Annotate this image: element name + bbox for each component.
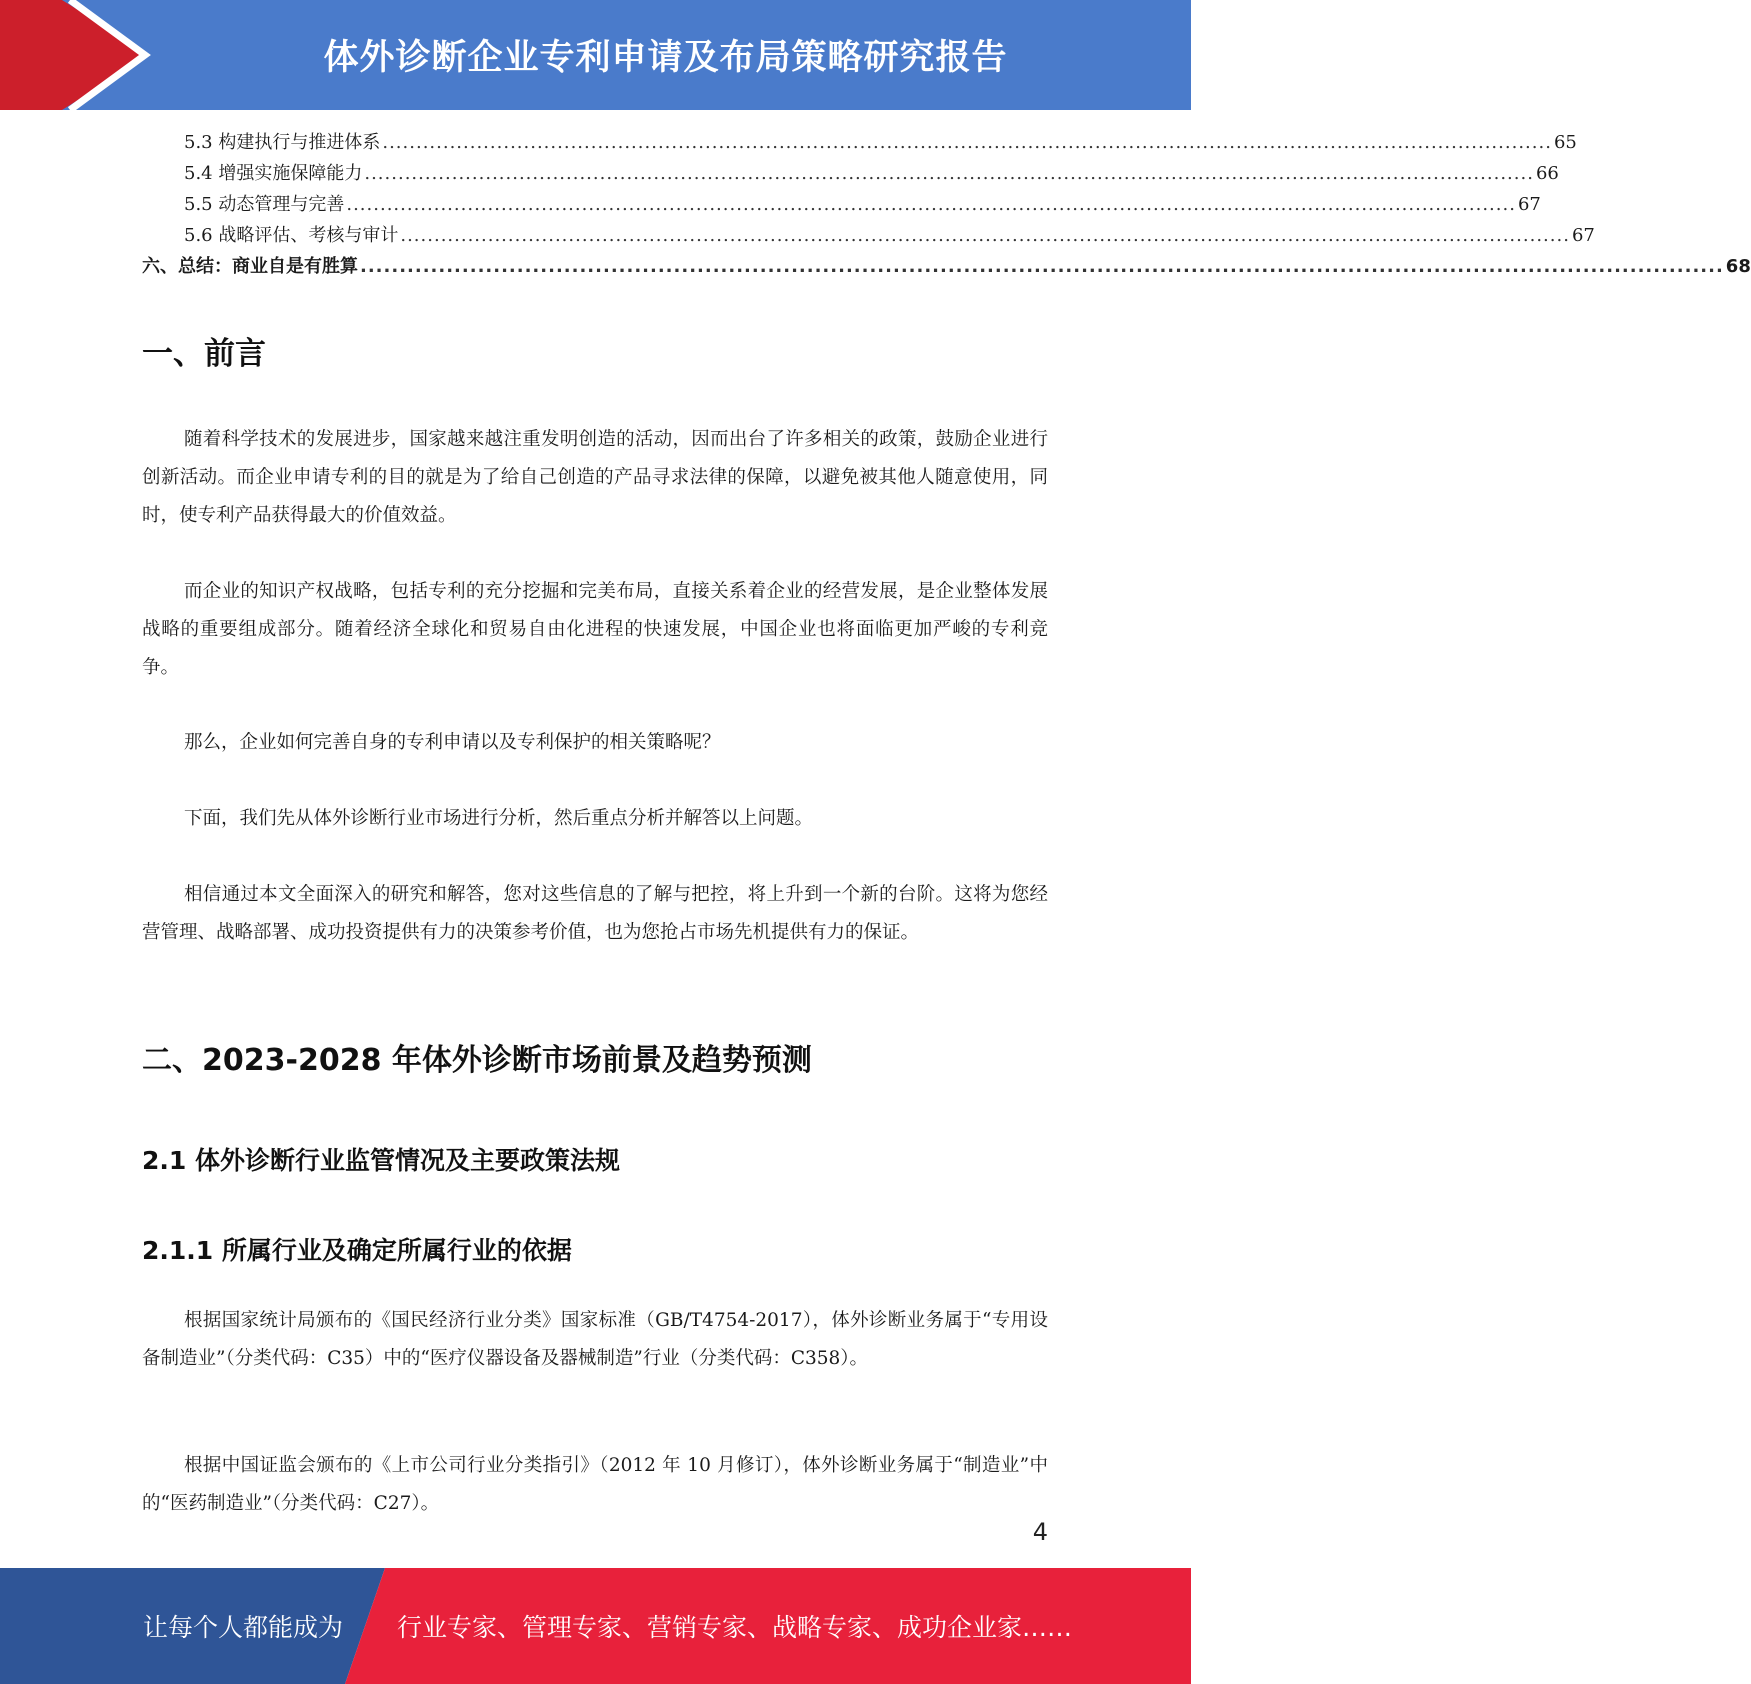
page-number: 4 [1032,1518,1048,1546]
paragraph: 相信通过本文全面深入的研究和解答，您对这些信息的了解与把控，将上升到一个新的台阶。这将为您经营管理、战略部署、成功投资提供有力的决策参考价值，也为您抢占市场先机提供有力的保证。 [142,884,1048,943]
subsubsection-heading: 2.1.1 所属行业及确定所属行业的依据 [142,1236,572,1265]
toc-entry[interactable] [142,252,1751,283]
paragraph: 根据国家统计局颁布的《国民经济行业分类》国家标准（GB/T4754-2017），体外诊断业务属于“专用设备制造业”（分类代码：C35）中的“医疗仪器设备及器械制造”行业（分类代码：C358）。 [142,1310,1048,1369]
toc-entry[interactable] [142,128,1577,159]
market-heading: 二、2023-2028 年体外诊断市场前景及趋势预测 [142,1043,812,1078]
preface-heading: 一、前言 [142,336,266,372]
toc-entry-label: 5.4 增强实施保障能力 [184,163,363,184]
toc-entry[interactable] [142,221,1595,252]
toc-entry[interactable] [142,190,1541,221]
toc-leader-dots: .............................................................................................................................................................................. [364,163,1534,184]
toc-entry-label: 5.6 战略评估、考核与审计 [184,225,399,246]
footer-slogan-left: 让每个人都能成为 [143,1613,344,1642]
industry-paragraph-2 [142,1447,1048,1523]
footer-band [0,1568,1191,1684]
toc-entry-page: 67 [1571,225,1595,246]
toc-entry-label: 六、总结：商业自是有胜算 [142,256,358,277]
toc-entry[interactable] [142,159,1559,190]
toc-leader-dots: .............................................................................................................................................................................. [382,132,1552,153]
toc-leader-dots: .............................................................................................................................................................................. [360,256,1724,277]
paragraph: 下面，我们先从体外诊断行业市场进行分析，然后重点分析并解答以上问题。 [184,808,814,829]
header-band [0,0,1191,110]
table-of-contents [142,128,1751,283]
subsection-heading: 2.1 体外诊断行业监管情况及主要政策法规 [142,1146,620,1175]
toc-entry-label: 5.5 动态管理与完善 [184,194,345,215]
preface-paragraph-1 [142,421,1048,535]
toc-entry-page: 68 [1725,256,1751,277]
paragraph: 随着科学技术的发展进步，国家越来越注重发明创造的活动，因而出台了许多相关的政策，鼓励企业进行创新活动。而企业申请专利的目的就是为了给自己创造的产品寻求法律的保障，以避免被其他人随意使用，同时，使专利产品获得最大的价值效益。 [142,429,1048,526]
market-heading-wrap [142,1035,1048,1079]
paragraph: 而企业的知识产权战略，包括专利的充分挖掘和完美布局，直接关系着企业的经营发展，是企业整体发展战略的重要组成部分。随着经济全球化和贸易自由化进程的快速发展，中国企业也将面临更加严峻的专利竞争。 [142,581,1048,678]
toc-entry-page: 67 [1517,194,1541,215]
paragraph: 那么，企业如何完善自身的专利申请以及专利保护的相关策略呢？ [184,732,721,753]
industry-paragraph-1 [142,1302,1048,1378]
footer-slogan-right: 行业专家、管理专家、营销专家、战略专家、成功企业家…… [397,1613,1073,1642]
preface-paragraph-5 [142,876,1048,952]
header-arrow-decoration [0,0,150,110]
toc-leader-dots: .............................................................................................................................................................................. [346,194,1516,215]
preface-heading-wrap [142,328,1048,373]
toc-entry-page: 66 [1535,163,1559,184]
toc-leader-dots: .............................................................................................................................................................................. [400,225,1570,246]
preface-paragraph-4 [142,800,1048,838]
subsection-heading-wrap [142,1141,1048,1177]
preface-paragraph-2 [142,573,1048,687]
preface-paragraph-3 [142,724,1048,762]
paragraph: 根据中国证监会颁布的《上市公司行业分类指引》（2012 年 10 月修订），体外诊断业务属于“制造业”中的“医药制造业”（分类代码：C27）。 [142,1455,1048,1514]
subsubsection-heading-wrap [142,1231,1048,1267]
report-title: 体外诊断企业专利申请及布局策略研究报告 [323,38,1008,78]
toc-entry-label: 5.3 构建执行与推进体系 [184,132,381,153]
toc-entry-page: 65 [1553,132,1577,153]
